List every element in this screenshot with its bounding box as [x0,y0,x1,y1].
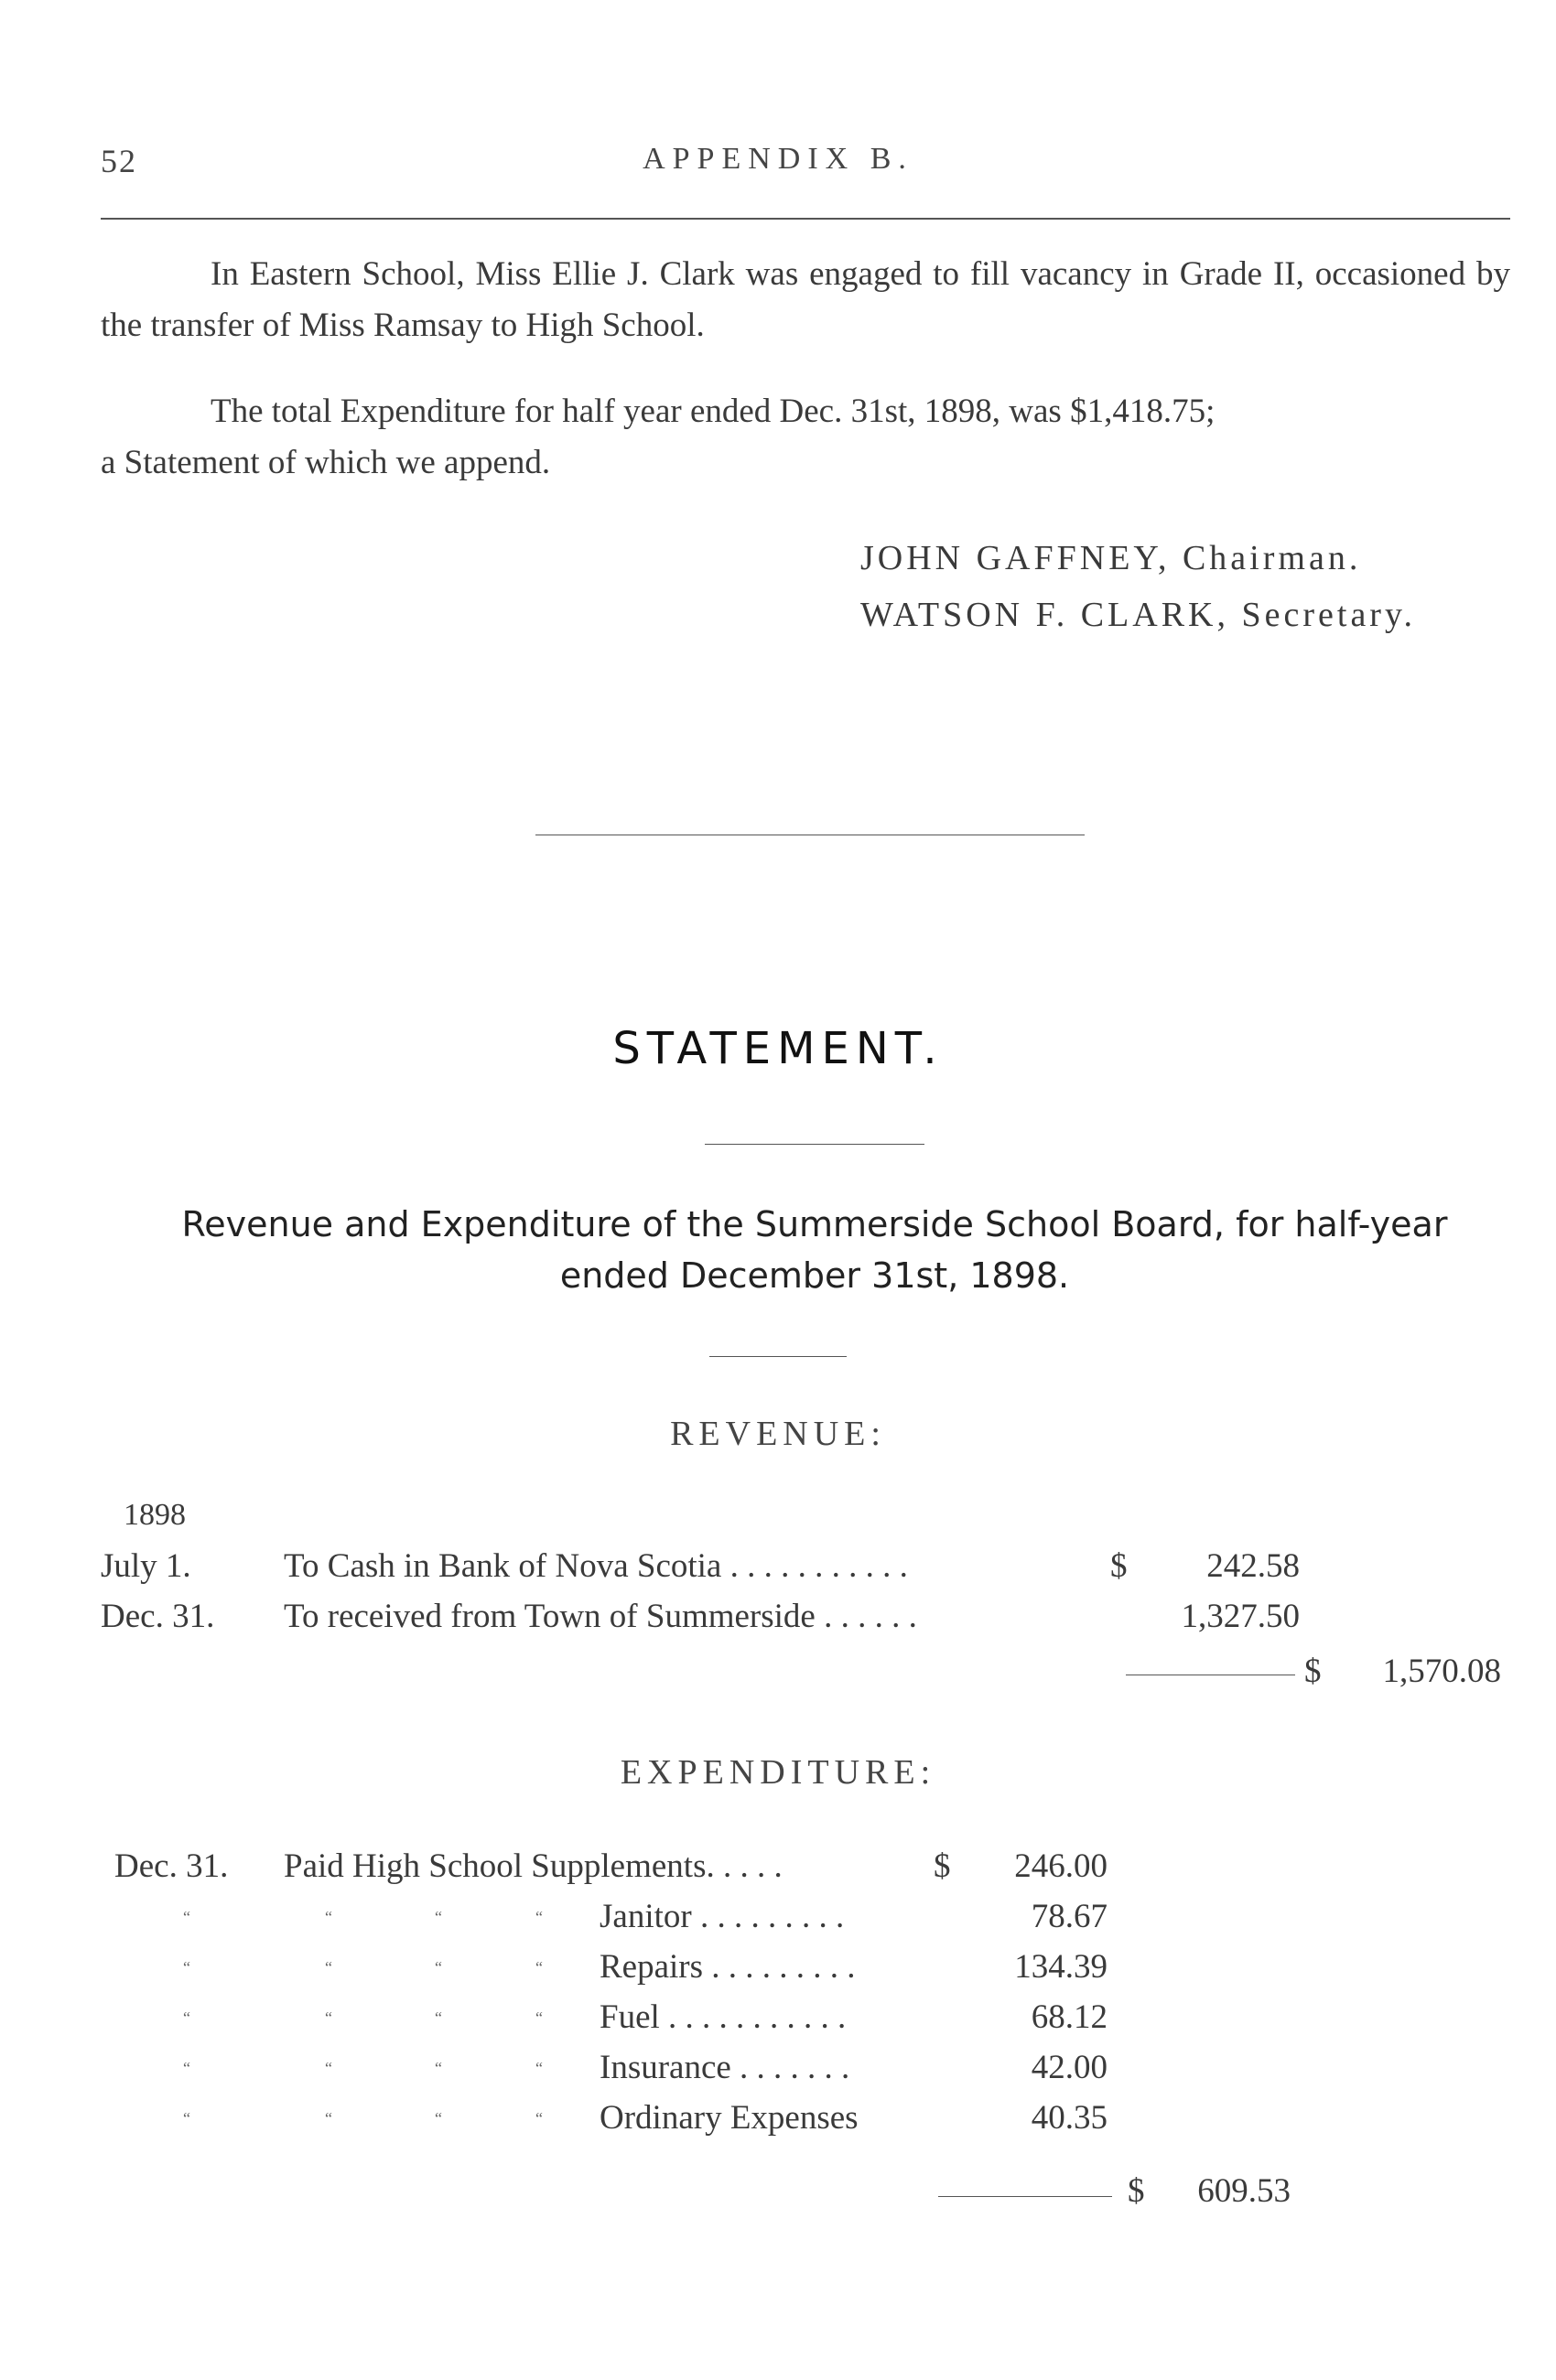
ditto-mark: “ [535,2059,545,2077]
expenditure-total: 609.53 [1197,2172,1291,2210]
revenue-date: Dec. 31. [101,1598,215,1635]
expenditure-item: Ordinary Expenses [600,2099,859,2137]
revenue-description: To received from Town of Summerside . . . . . . [284,1598,917,1635]
ditto-mark: “ [535,2008,545,2027]
ditto-mark: “ [435,1958,444,1976]
ditto-mark: “ [435,2109,444,2127]
ditto-mark: “ [435,2059,444,2077]
expenditure-heading: EXPENDITURE: [620,1753,936,1792]
ditto-mark: “ [183,2008,192,2027]
expenditure-item: Fuel . . . . . . . . . . . [600,1998,847,2036]
subtitle-line-1: Revenue and Expenditure of the Summerside School Board, for half-year [181,1204,1448,1244]
ditto-mark: “ [325,2059,334,2077]
expenditure-amount: 78.67 [1031,1898,1108,1935]
ditto-mark: “ [183,1958,192,1976]
revenue-total: 1,570.08 [1382,1653,1501,1690]
ditto-mark: “ [325,1908,334,1926]
revenue-amount: 1,327.50 [1181,1598,1300,1635]
expenditure-date: Dec. 31. [114,1847,229,1885]
intro-paragraph-2-line-1: The total Expenditure for half year ended Dec. 31st, 1898, was $1,418.75; [211,393,1216,430]
heading-rule [705,1144,924,1145]
statement-heading: STATEMENT. [612,1023,944,1074]
revenue-year: 1898 [124,1498,186,1532]
ditto-mark: “ [535,2109,545,2127]
revenue-currency: $ [1110,1547,1128,1585]
running-title: APPENDIX B. [643,142,913,176]
header-rule [101,218,1510,220]
ditto-mark: “ [325,2109,334,2127]
ditto-mark: “ [535,1958,545,1976]
expenditure-total-rule [938,2196,1112,2197]
revenue-date: July 1. [101,1547,191,1585]
ditto-mark: “ [183,2059,192,2077]
intro-paragraph-1: In Eastern School, Miss Ellie J. Clark was engaged to fill vacancy in Grade II, occasioned by the transfer of Miss Ramsay to High School. [101,255,1510,344]
statement-subtitle [174,1199,1455,1301]
revenue-heading: REVENUE: [670,1415,886,1453]
ditto-mark: “ [435,2008,444,2027]
expenditure-description: Paid High School Supplements. . . . . [284,1847,783,1885]
ditto-mark: “ [183,1908,192,1926]
ditto-mark: “ [183,2109,192,2127]
expenditure-amount: 134.39 [1014,1948,1108,1986]
subtitle-line-2: ended December 31st, 1898. [559,1255,1070,1296]
ditto-mark: “ [325,2008,334,2027]
revenue-description: To Cash in Bank of Nova Scotia . . . . . . . . . . . [284,1547,908,1585]
expenditure-item: Janitor . . . . . . . . . [600,1898,845,1935]
expenditure-amount: 246.00 [1014,1847,1108,1885]
ditto-mark: “ [435,1908,444,1926]
expenditure-amount: 68.12 [1031,1998,1108,2036]
expenditure-currency: $ [934,1847,951,1885]
expenditure-item: Insurance . . . . . . . [600,2049,850,2086]
expenditure-item: Repairs . . . . . . . . . [600,1948,856,1986]
signature-secretary: WATSON F. CLARK, Secretary. [860,596,1416,634]
signature-chairman: JOHN GAFFNEY, Chairman. [860,539,1362,577]
subtitle-rule [709,1356,847,1357]
ditto-mark: “ [325,1958,334,1976]
ditto-mark: “ [535,1908,545,1926]
page-number: 52 [101,143,137,179]
revenue-total-currency: $ [1304,1653,1322,1690]
expenditure-total-currency: $ [1128,2172,1145,2210]
intro-paragraph-2-line-2: a Statement of which we append. [101,444,551,481]
revenue-amount: 242.58 [1206,1547,1300,1585]
expenditure-amount: 42.00 [1031,2049,1108,2086]
expenditure-amount: 40.35 [1031,2099,1108,2137]
